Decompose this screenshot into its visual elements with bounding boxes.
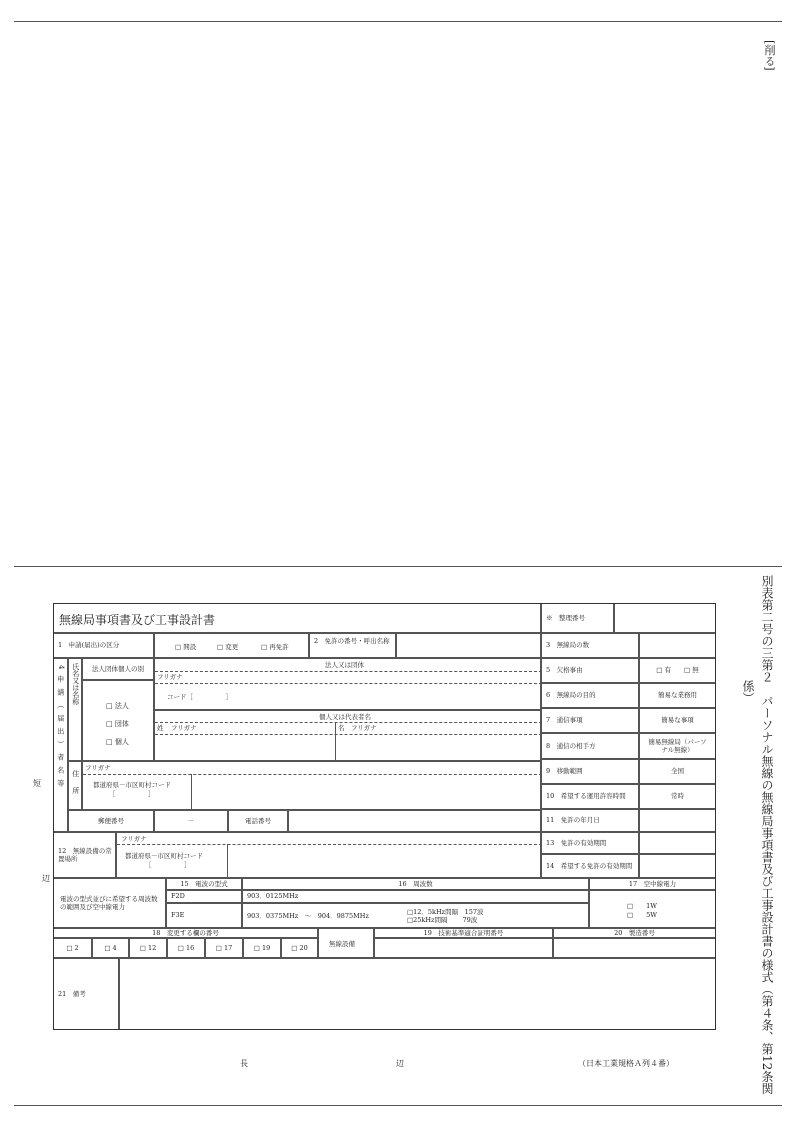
ref-number-field[interactable] (614, 604, 715, 633)
f19-field[interactable] (374, 938, 553, 958)
f4-column-text: 4申請（届出）者名等 (56, 665, 65, 793)
f1-opt-change[interactable]: □ 変更 (217, 643, 239, 651)
corp-name-line (155, 683, 541, 684)
f1-options (154, 633, 309, 658)
rep-divider (335, 722, 336, 761)
f12-pref-bracket[interactable]: ［ ］ (145, 861, 191, 869)
power-opt2[interactable]: □ 5W (627, 911, 657, 919)
opt-group[interactable]: □ 団体 (106, 720, 129, 728)
addr-line (83, 774, 541, 775)
f1-label: 1 申請(届出)の区分 (54, 633, 154, 658)
f12-divider (227, 844, 228, 878)
f3-field[interactable] (639, 633, 715, 658)
chk-20[interactable]: □ 20 (281, 938, 318, 958)
f13-field[interactable] (639, 832, 715, 854)
chk-19[interactable]: □ 19 (243, 938, 281, 958)
f21-label: 21 備考 (54, 958, 119, 1029)
addr-column (68, 761, 82, 810)
chk-16[interactable]: □ 16 (167, 938, 205, 958)
rep-header: 個人又は代表者名 (319, 713, 371, 721)
f12-furigana: フリガナ (121, 835, 147, 843)
addr-divider (191, 774, 192, 810)
radio-label-text: 電波の型式並びに希望する周波数の範囲及び空中線電力 (60, 895, 158, 912)
chk-4[interactable]: □ 4 (92, 938, 129, 958)
f2-label-text: 2 免許の番号・呼出名称 (314, 637, 390, 645)
f9-value: 全国 (639, 759, 715, 784)
side-title-sub: 係） (741, 680, 755, 704)
address-box (82, 761, 541, 810)
f7-label: 7 通信事項 (541, 708, 639, 733)
phone-label: 電話番号 (228, 810, 288, 832)
f5-label: 5 欠格事由 (541, 658, 639, 683)
f2d-type: F2D (166, 890, 242, 903)
f20-field[interactable] (553, 938, 715, 958)
f10-value: 常時 (639, 784, 715, 809)
application-form (53, 603, 716, 1030)
f9-label: 9 移動範囲 (541, 759, 639, 784)
f6-value: 簡易な業務用 (639, 683, 715, 708)
lower-rule (14, 1105, 782, 1106)
addr-furigana: フリガナ (85, 764, 111, 772)
surname-furigana: フリガナ (171, 724, 197, 732)
f15-label: 15 電波の型式 (166, 878, 242, 890)
standard-note: （日本工業規格Ａ列４番） (578, 1059, 674, 1068)
form-title-text: 無線局事項書及び工事設計書 (59, 613, 216, 627)
f14-field[interactable] (639, 854, 715, 878)
f17-label: 17 空中線電力 (589, 878, 715, 890)
code-label[interactable]: コード［ ］ (167, 693, 232, 701)
corp-header: 法人又は団体 (325, 661, 364, 669)
side-title (760, 575, 774, 1120)
corp-label: 法人団体個人の別 (82, 658, 154, 680)
rep-name-line (155, 734, 541, 735)
top-rule (14, 21, 782, 22)
rep-name-box (154, 710, 541, 761)
short-side-label: 短 (33, 779, 41, 788)
middle-rule (14, 566, 782, 567)
opt-indiv[interactable]: □ 個人 (106, 738, 129, 746)
f3e-freq-box (242, 903, 589, 928)
f8-value: 簡易無線局（パーソナル無線） (639, 733, 715, 759)
surname-label: 姓 (157, 724, 164, 732)
f8-label: 8 通信の相手方 (541, 733, 639, 759)
f12-box (116, 832, 541, 878)
addr-pref-bracket[interactable]: ［ ］ (109, 790, 155, 798)
ref-number-label: ※ 整理番号 (541, 604, 614, 633)
chk-2[interactable]: □ 2 (54, 938, 92, 958)
f14-label: 14 希望する免許の有効期間 (541, 854, 639, 878)
long-side-label: 長 (240, 1059, 248, 1068)
phone-field[interactable] (288, 810, 541, 832)
postal-field[interactable]: － (154, 810, 228, 832)
long-side-label-b: 辺 (396, 1059, 404, 1068)
f18-label: 18 変更する欄の番号 (54, 928, 318, 938)
name-column-text: 氏名又は名称 (71, 663, 80, 705)
addr-pref-code: 都道府県－市区町村コード (93, 781, 171, 789)
chk-17[interactable]: □ 17 (205, 938, 243, 958)
corp-furigana-line (155, 671, 541, 672)
f6-label: 6 無線局の目的 (541, 683, 639, 708)
f20-label: 20 製造番号 (553, 928, 715, 938)
f12-line (117, 844, 541, 845)
name-column (68, 658, 82, 761)
power-opt1[interactable]: □ 1W (627, 902, 657, 910)
f3e-freq: 903．0375MHz ～ 904．9875MHz (247, 912, 369, 920)
corp-name-box (154, 658, 541, 710)
f4-column (54, 658, 68, 832)
form-title (54, 604, 541, 633)
equip-label-text: 無線設備 (329, 940, 355, 948)
f17-power-box (589, 890, 715, 928)
deleted-mark: [削る] (763, 40, 776, 71)
f2-field[interactable] (396, 633, 541, 658)
corp-furigana: フリガナ (157, 673, 183, 681)
f2-label (309, 633, 396, 658)
radio-label (54, 878, 166, 928)
f3-label: 3 無線局の数 (541, 633, 639, 658)
f16-label: 16 周波数 (242, 878, 589, 890)
given-furigana: フリガナ (351, 724, 377, 732)
spacing-opt2[interactable]: □25kHz間隔 79波 (407, 916, 478, 924)
corp-options-box (82, 680, 154, 761)
postal-label: 郵便番号 (68, 810, 154, 832)
f21-field[interactable] (119, 958, 715, 1029)
addr-column-text: 住所 (71, 770, 80, 804)
side-title-text: 別表第二号の三第２ パーソナル無線の無線局事項書及び工事設計書の様式（第４条、第12条関 (760, 575, 774, 1095)
f12-label: 12 無線設備の常置場所 (54, 832, 116, 878)
spacing-opt1[interactable]: □12．5kHz間隔 157波 (407, 908, 484, 916)
f1-opt-renew[interactable]: □ 再免許 (261, 643, 289, 651)
rep-line (155, 722, 541, 723)
short-side-label-b: 辺 (42, 874, 50, 883)
chk-12[interactable]: □ 12 (129, 938, 167, 958)
given-label: 名 (338, 724, 345, 732)
f1-opt-open[interactable]: □ 開設 (175, 643, 197, 651)
f2d-freq: 903．0125MHz (242, 890, 589, 903)
f12-pref-code: 都道府県－市区町村コード (125, 852, 203, 860)
f3e-type: F3E (166, 903, 242, 928)
f19-label: 19 技術基準適合証明番号 (374, 928, 553, 938)
f13-label: 13 免許の有効期間 (541, 832, 639, 854)
equip-label (318, 928, 374, 958)
f11-label: 11 免許の年月日 (541, 809, 639, 832)
f5-value[interactable]: □ 有 □ 無 (639, 658, 715, 683)
f11-field[interactable] (639, 809, 715, 832)
f7-value: 簡易な事項 (639, 708, 715, 733)
opt-corp[interactable]: □ 法人 (106, 702, 129, 710)
f10-label: 10 希望する運用許容時間 (541, 784, 639, 809)
